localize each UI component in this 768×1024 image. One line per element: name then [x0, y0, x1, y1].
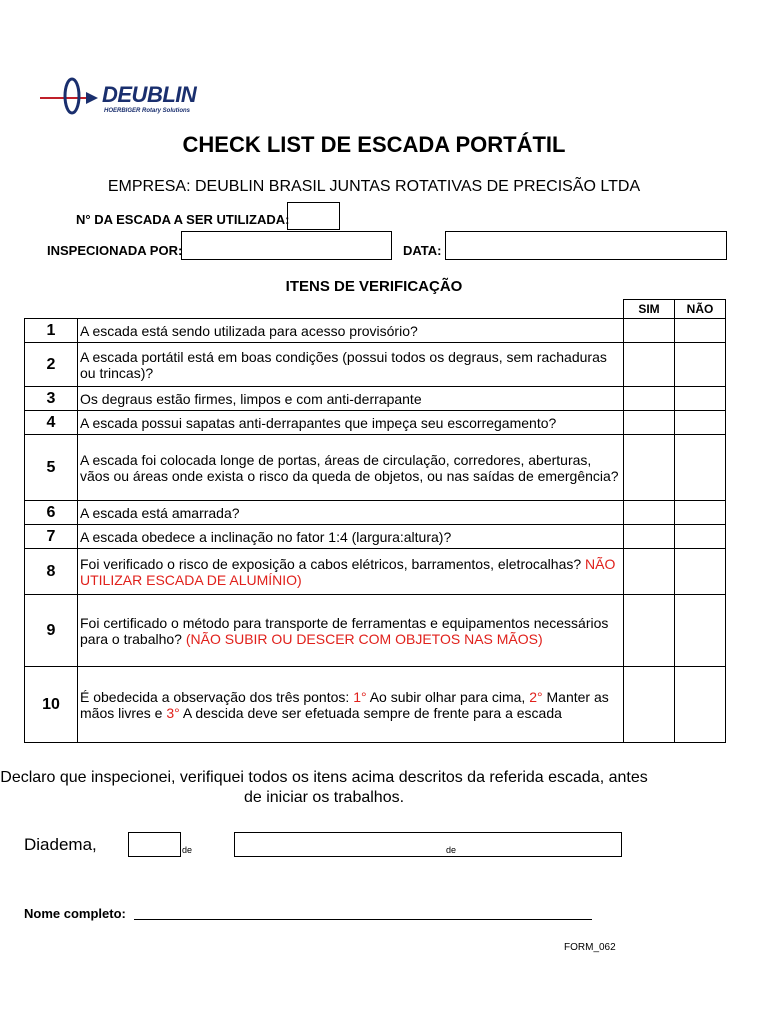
item-number: 8: [25, 549, 78, 595]
de-label-1: de: [182, 845, 193, 855]
sim-checkbox-cell[interactable]: [624, 549, 675, 595]
nao-checkbox-cell[interactable]: [675, 595, 726, 667]
nao-checkbox-cell[interactable]: [675, 343, 726, 387]
sim-checkbox-cell[interactable]: [624, 319, 675, 343]
step-3-marker: 3°: [166, 704, 180, 721]
item-text: A escada está sendo utilizada para acesso provisório?: [78, 319, 624, 343]
inspected-by-label: INSPECIONADA POR:: [47, 243, 183, 258]
table-row: [25, 387, 726, 411]
nao-checkbox-cell[interactable]: [675, 411, 726, 435]
item-number: 5: [25, 435, 78, 501]
sim-checkbox-cell[interactable]: [624, 387, 675, 411]
item-number: 4: [25, 411, 78, 435]
form-code: FORM_062: [564, 942, 616, 953]
page-title: CHECK LIST DE ESCADA PORTÁTIL: [182, 132, 566, 157]
checklist-table: [24, 299, 726, 743]
item-text: [78, 549, 624, 595]
day-field[interactable]: [128, 832, 181, 857]
month-field[interactable]: [234, 832, 622, 857]
table-row: [25, 549, 726, 595]
section-title: ITENS DE VERIFICAÇÃO: [285, 278, 463, 295]
item-number: 7: [25, 525, 78, 549]
item-number: 1: [25, 319, 78, 343]
table-row: [25, 667, 726, 743]
item-text: É obedecida a observação dos três pontos: 1° Ao subir olhar para cima, 2° Manter as mãos livres e 3° A descida deve ser efetuada sempre de frente para a escada: [78, 667, 624, 743]
item-text: A escada está amarrada?: [78, 501, 624, 525]
table-row: [25, 595, 726, 667]
table-row: [25, 435, 726, 501]
nao-checkbox-cell[interactable]: [675, 435, 726, 501]
sim-checkbox-cell[interactable]: [624, 595, 675, 667]
company-line: EMPRESA: DEUBLIN BRASIL JUNTAS ROTATIVAS DE PRECISÃO LTDA: [107, 178, 641, 195]
table-row: [25, 501, 726, 525]
item-number: 2: [25, 343, 78, 387]
item-number: 9: [25, 595, 78, 667]
col-header-sim: SIM: [624, 300, 675, 319]
nao-checkbox-cell[interactable]: [675, 525, 726, 549]
ladder-number-field[interactable]: [287, 202, 340, 230]
logo-wordmark: DEUBLIN: [102, 82, 197, 107]
deublin-swirl-icon: [38, 74, 102, 120]
item-text: [78, 595, 624, 667]
table-row: [25, 525, 726, 549]
table-row: [25, 411, 726, 435]
sim-checkbox-cell[interactable]: [624, 525, 675, 549]
ladder-number-label: N° DA ESCADA A SER UTILIZADA:: [76, 212, 290, 227]
item-number: 3: [25, 387, 78, 411]
inspected-by-field[interactable]: [181, 231, 392, 260]
step-1-marker: 1°: [353, 688, 367, 705]
full-name-label: Nome completo:: [24, 906, 126, 921]
item-warning: NÃO UTILIZAR ESCADA DE ALUMÍNIO): [80, 555, 616, 588]
sim-checkbox-cell[interactable]: [624, 435, 675, 501]
declaration-text: Declaro que inspecionei, verifiquei todos os itens acima descritos da referida escada, antes de iniciar os trabalhos.: [0, 769, 648, 806]
nao-checkbox-cell[interactable]: [675, 319, 726, 343]
item-text: A escada portátil está em boas condições (possui todos os degraus, sem rachaduras ou trincas)?: [78, 343, 624, 387]
date-label: DATA:: [403, 243, 442, 258]
sim-checkbox-cell[interactable]: [624, 667, 675, 743]
step-2-marker: 2°: [529, 688, 543, 705]
nao-checkbox-cell[interactable]: [675, 387, 726, 411]
sim-checkbox-cell[interactable]: [624, 343, 675, 387]
item-number: 6: [25, 501, 78, 525]
item-warning: (NÃO SUBIR OU DESCER COM OBJETOS NAS MÃOS): [185, 630, 543, 647]
nao-checkbox-cell[interactable]: [675, 549, 726, 595]
item-text: A escada obedece a inclinação no fator 1:4 (largura:altura)?: [78, 525, 624, 549]
sim-checkbox-cell[interactable]: [624, 411, 675, 435]
item-text-main: Foi verificado o risco de exposição a cabos elétricos, barramentos, eletrocalhas?: [80, 555, 582, 572]
deublin-logo: [38, 74, 198, 120]
item-text: A escada possui sapatas anti-derrapantes que impeça seu escorregamento?: [78, 411, 624, 435]
item-number: 10: [25, 667, 78, 743]
col-header-nao: NÃO: [675, 300, 726, 319]
de-label-2: de: [446, 845, 457, 855]
item-text-main: Foi certificado o método para transporte de ferramentas e equipamentos necessários para o trabalho?: [80, 614, 609, 647]
sim-checkbox-cell[interactable]: [624, 501, 675, 525]
nao-checkbox-cell[interactable]: [675, 501, 726, 525]
date-field[interactable]: [445, 231, 727, 260]
logo-tagline: HOERBIGER Rotary Solutions: [104, 108, 191, 114]
item-text: Os degraus estão firmes, limpos e com anti-derrapante: [78, 387, 624, 411]
item-text: A escada foi colocada longe de portas, áreas de circulação, corredores, aberturas, vãos ou áreas onde exista o risco da queda de objetos, ou nas saídas de emergência?: [78, 435, 624, 501]
nao-checkbox-cell[interactable]: [675, 667, 726, 743]
full-name-field[interactable]: [134, 919, 592, 920]
table-row: [25, 319, 726, 343]
table-row: [25, 343, 726, 387]
city-label: Diadema,: [24, 835, 97, 854]
